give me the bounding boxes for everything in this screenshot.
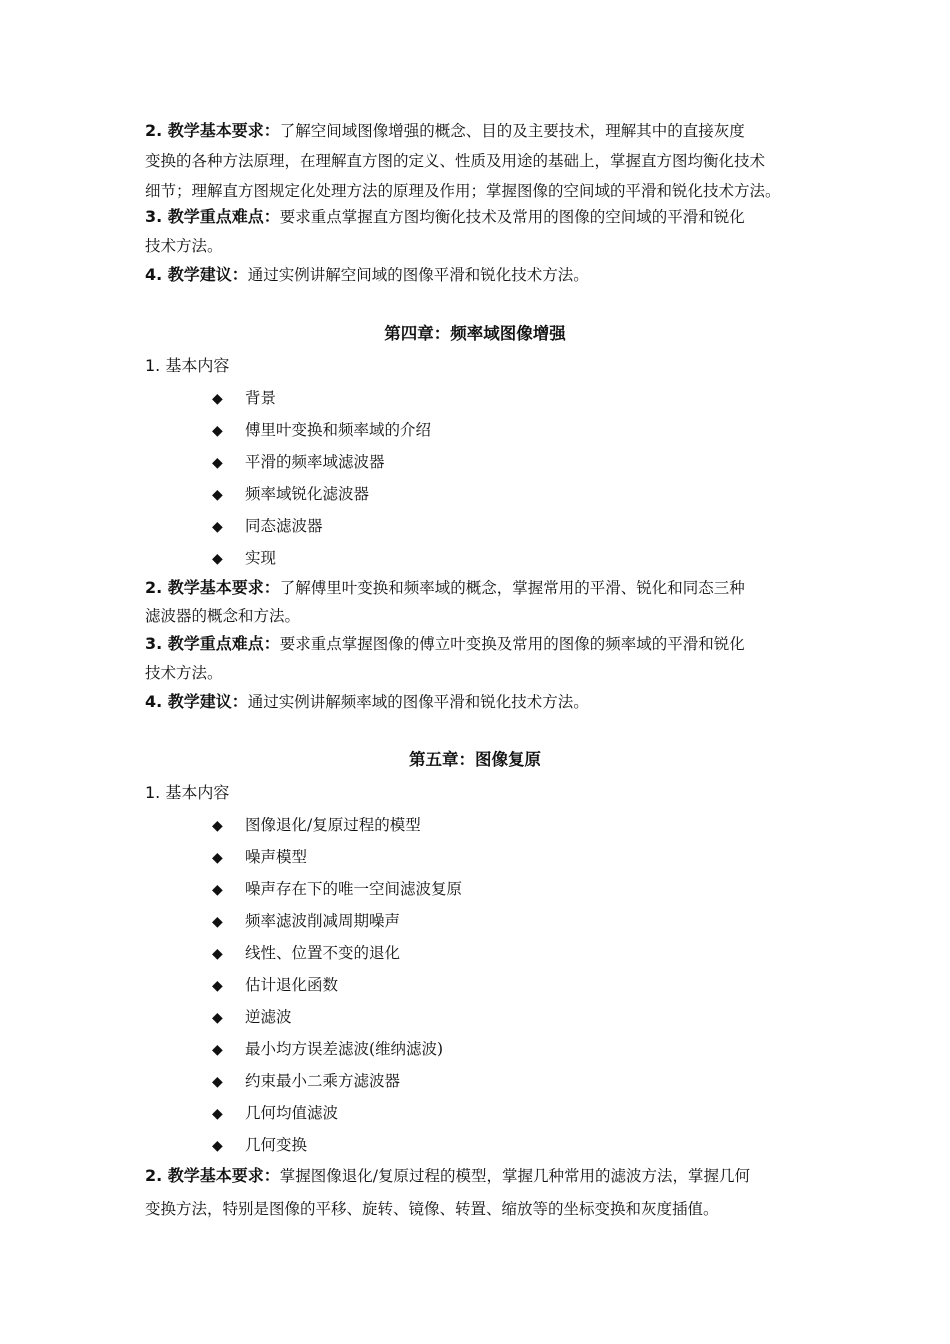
diamond-bullet-icon: ◆ xyxy=(212,946,223,962)
ch5-requirements-line-2: 变换方法，特别是图像的平移、旋转、镜像、转置、缩放等的坐标变换和灰度插值。 xyxy=(145,1200,719,1218)
ch5-list-item: ◆ 线性、位置不变的退化 xyxy=(212,944,401,962)
ch4-list-item: ◆ 同态滤波器 xyxy=(212,517,323,535)
ch4-list-item: ◆ 傅里叶变换和频率域的介绍 xyxy=(212,421,432,439)
ch3-keypoints-label: 3. 教学重点难点： xyxy=(145,207,280,226)
ch3-suggestion-text: 通过实例讲解空间域的图像平滑和锐化技术方法。 xyxy=(247,266,589,284)
ch5-requirements-line-1 xyxy=(145,1166,815,1186)
ch5-list-item: ◆ 逆滤波 xyxy=(212,1008,292,1026)
diamond-bullet-icon: ◆ xyxy=(212,1106,223,1122)
ch4-suggestion-text: 通过实例讲解频率域的图像平滑和锐化技术方法。 xyxy=(247,693,589,711)
ch4-list-item: ◆ 背景 xyxy=(212,389,277,407)
ch5-list-item: ◆ 最小均方误差滤波(维纳滤波) xyxy=(212,1040,444,1058)
ch5-list-item: ◆ 频率滤波削减周期噪声 xyxy=(212,912,401,930)
ch3-requirements-line-2: 变换的各种方法原理，在理解直方图的定义、性质及用途的基础上，掌握直方图均衡化技术 xyxy=(145,152,766,170)
diamond-bullet-icon: ◆ xyxy=(212,423,223,439)
ch5-list-item: ◆ 几何均值滤波 xyxy=(212,1104,339,1122)
ch4-list-item: ◆ 平滑的频率域滤波器 xyxy=(212,453,385,471)
ch3-suggestion-line xyxy=(145,265,815,285)
diamond-bullet-icon: ◆ xyxy=(212,1042,223,1058)
ch4-requirements-line-2: 滤波器的概念和方法。 xyxy=(145,607,301,625)
ch3-keypoints-line-1 xyxy=(145,207,815,227)
diamond-bullet-icon: ◆ xyxy=(212,978,223,994)
diamond-bullet-icon: ◆ xyxy=(212,1074,223,1090)
diamond-bullet-icon: ◆ xyxy=(212,519,223,535)
diamond-bullet-icon: ◆ xyxy=(212,487,223,503)
ch3-keypoints-text-1: 要求重点掌握直方图均衡化技术及常用的图像的空间域的平滑和锐化 xyxy=(279,208,745,226)
ch5-list-item: ◆ 图像退化/复原过程的模型 xyxy=(212,816,421,834)
ch4-list-item: ◆ 实现 xyxy=(212,549,277,567)
ch5-list-item: ◆ 几何变换 xyxy=(212,1136,308,1154)
ch5-requirements-label: 2. 教学基本要求： xyxy=(145,1166,280,1185)
ch3-suggestion-label: 4. 教学建议： xyxy=(145,265,248,284)
ch4-requirements-text-1: 了解傅里叶变换和频率域的概念，掌握常用的平滑、锐化和同态三种 xyxy=(279,579,745,597)
diamond-bullet-icon: ◆ xyxy=(212,914,223,930)
ch4-suggestion-label: 4. 教学建议： xyxy=(145,692,248,711)
diamond-bullet-icon: ◆ xyxy=(212,850,223,866)
ch5-title: 第五章：图像复原 xyxy=(409,750,541,769)
ch4-requirements-line-1 xyxy=(145,578,815,598)
diamond-bullet-icon: ◆ xyxy=(212,882,223,898)
diamond-bullet-icon: ◆ xyxy=(212,391,223,407)
ch3-requirements-line-3: 细节；理解直方图规定化处理方法的原理及作用；掌握图像的空间域的平滑和锐化技术方法。 xyxy=(145,182,781,200)
ch4-requirements-label: 2. 教学基本要求： xyxy=(145,578,280,597)
ch4-keypoints-text-1: 要求重点掌握图像的傅立叶变换及常用的图像的频率域的平滑和锐化 xyxy=(279,635,745,653)
diamond-bullet-icon: ◆ xyxy=(212,1010,223,1026)
ch5-list-item: ◆ 约束最小二乘方滤波器 xyxy=(212,1072,401,1090)
ch3-requirements-label: 2. 教学基本要求： xyxy=(145,121,280,140)
ch4-suggestion-line xyxy=(145,692,815,712)
ch4-keypoints-line-1 xyxy=(145,634,815,654)
ch4-keypoints-label: 3. 教学重点难点： xyxy=(145,634,280,653)
ch5-list-item: ◆ 噪声模型 xyxy=(212,848,308,866)
ch4-keypoints-line-2: 技术方法。 xyxy=(145,664,223,682)
ch5-list-item: ◆ 估计退化函数 xyxy=(212,976,339,994)
diamond-bullet-icon: ◆ xyxy=(212,1138,223,1154)
ch3-keypoints-line-2: 技术方法。 xyxy=(145,237,223,255)
ch5-content-label: 1. 基本内容 xyxy=(145,783,230,802)
ch3-requirements-text-1: 了解空间域图像增强的概念、目的及主要技术，理解其中的直接灰度 xyxy=(279,122,745,140)
diamond-bullet-icon: ◆ xyxy=(212,551,223,567)
ch4-title: 第四章：频率域图像增强 xyxy=(384,324,566,343)
ch4-content-label: 1. 基本内容 xyxy=(145,356,230,375)
ch5-list-item: ◆ 噪声存在下的唯一空间滤波复原 xyxy=(212,880,463,898)
diamond-bullet-icon: ◆ xyxy=(212,818,223,834)
ch4-list-item: ◆ 频率域锐化滤波器 xyxy=(212,485,370,503)
ch5-requirements-text-1: 掌握图像退化/复原过程的模型，掌握几种常用的滤波方法，掌握几何 xyxy=(279,1167,751,1185)
diamond-bullet-icon: ◆ xyxy=(212,455,223,471)
ch3-requirements-line-1 xyxy=(145,121,815,141)
